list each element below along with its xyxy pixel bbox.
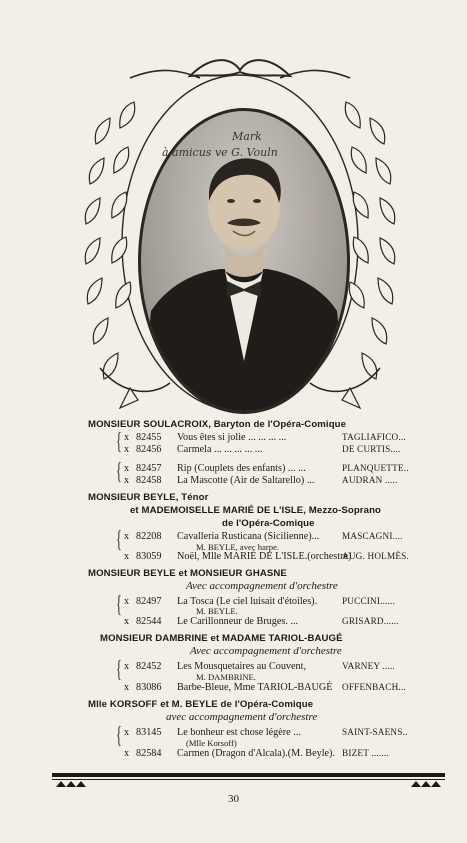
record-row xyxy=(124,551,414,563)
section-subtitle: Avec accompagnement d'orchestre xyxy=(186,580,338,592)
handwritten-inscription xyxy=(162,130,332,170)
record-row xyxy=(124,661,414,673)
record-x: x xyxy=(124,463,130,474)
brace-icon: { xyxy=(116,657,122,683)
record-title: Les Mousquetaires au Couvent, xyxy=(177,661,307,672)
section-title-soulacroix: MONSIEUR SOULACROIX, Baryton de l'Opéra-Comique xyxy=(88,419,347,430)
section-title-korsoff-beyle: Mlle KORSOFF et M. BEYLE de l'Opéra-Comique xyxy=(88,699,314,710)
section-title-opera-comique: de l'Opéra-Comique xyxy=(222,518,315,529)
record-x: x xyxy=(124,596,130,607)
brace-icon: { xyxy=(116,723,122,749)
section-title-marie-de-l-isle: et MADEMOISELLE MARIÉ DE L'ISLE, Mezzo-Soprano xyxy=(130,505,381,516)
record-composer: VARNEY ..... xyxy=(342,661,395,671)
brace-icon: { xyxy=(116,429,122,455)
section-title-beyle-ghasne: MONSIEUR BEYLE et MONSIEUR GHASNE xyxy=(88,568,287,579)
page-number: 30 xyxy=(228,793,239,805)
brace-icon: { xyxy=(116,527,122,553)
record-x: x xyxy=(124,661,130,672)
record-composer: DE CURTIS.... xyxy=(342,444,401,454)
record-performer-note: M. BEYLE, avec harpe. xyxy=(196,542,280,552)
record-title: Rip (Couplets des enfants) ... ... xyxy=(177,463,306,474)
record-composer: AUDRAN ..... xyxy=(342,475,398,485)
inscription-line-1: Mark xyxy=(232,130,262,143)
record-row xyxy=(124,432,414,444)
record-title: Noël, Mlle MARIÉ DE L'ISLE.(orchestre) xyxy=(177,551,352,562)
record-number: 82457 xyxy=(136,463,162,474)
section-title-beyle: MONSIEUR BEYLE, Ténor xyxy=(88,492,209,503)
record-x: x xyxy=(124,616,130,627)
record-number: 82452 xyxy=(136,661,162,672)
record-row xyxy=(124,444,414,456)
record-row xyxy=(124,727,414,739)
record-performer-note: (Mlle Korsoff) xyxy=(186,738,237,748)
record-composer: BIZET ....... xyxy=(342,748,389,758)
record-title: Le bonheur est chose légère ... xyxy=(177,727,301,738)
record-title: La Tosca (Le ciel luisait d'étoiles). xyxy=(177,596,318,607)
record-number: 83145 xyxy=(136,727,162,738)
record-x: x xyxy=(124,551,130,562)
record-x: x xyxy=(124,748,130,759)
record-composer: MASCAGNI.... xyxy=(342,531,403,541)
record-number: 82497 xyxy=(136,596,162,607)
record-number: 82208 xyxy=(136,531,162,542)
record-number: 82458 xyxy=(136,475,162,486)
record-row xyxy=(124,463,414,475)
bottom-decorative-rule xyxy=(52,771,445,789)
record-x: x xyxy=(124,727,130,738)
record-performer-note: M. DAMBRINE. xyxy=(196,672,256,682)
record-row xyxy=(124,616,414,628)
brace-icon: { xyxy=(116,459,122,485)
record-x: x xyxy=(124,531,130,542)
record-title: Vous êtes si jolie ... ... ... ... xyxy=(177,432,287,443)
record-number: 82456 xyxy=(136,444,162,455)
record-composer: AUG. HOLMÈS. xyxy=(342,551,409,561)
record-row xyxy=(124,748,414,760)
record-title: Cavalleria Rusticana (Sicilienne)... xyxy=(177,531,320,542)
record-row xyxy=(124,596,414,608)
record-composer: OFFENBACH... xyxy=(342,682,406,692)
brace-icon: { xyxy=(116,592,122,618)
record-performer-note: M. BEYLE. xyxy=(196,606,238,616)
portrait-frame xyxy=(70,48,410,410)
record-title: Le Carillonneur de Bruges. ... xyxy=(177,616,299,627)
record-row xyxy=(124,682,414,694)
record-number: 83086 xyxy=(136,682,162,693)
record-x: x xyxy=(124,444,130,455)
record-x: x xyxy=(124,475,130,486)
record-composer: PLANQUETTE.. xyxy=(342,463,409,473)
record-title: Barbe-Bleue, Mme TARIOL-BAUGÉ xyxy=(177,682,333,693)
record-composer: TAGLIAFICO... xyxy=(342,432,406,442)
record-number: 83059 xyxy=(136,551,162,562)
record-composer: SAINT-SAENS.. xyxy=(342,727,408,737)
record-number: 82584 xyxy=(136,748,162,759)
record-x: x xyxy=(124,432,130,443)
record-title: La Mascotte (Air de Saltarello) ... xyxy=(177,475,315,486)
section-title-dambrine-tariol: MONSIEUR DAMBRINE et MADAME TARIOL-BAUGÉ xyxy=(100,633,343,644)
record-title: Carmela ... ... ... ... ... xyxy=(177,444,263,455)
section-subtitle: Avec accompagnement d'orchestre xyxy=(190,645,342,657)
section-subtitle: avec accompagnement d'orchestre xyxy=(166,711,318,723)
record-row xyxy=(124,475,414,487)
record-composer: PUCCINI...... xyxy=(342,596,396,606)
record-number: 82544 xyxy=(136,616,162,627)
inscription-line-2: à amicus ve G. Vouln xyxy=(162,146,278,159)
record-x: x xyxy=(124,682,130,693)
record-number: 82455 xyxy=(136,432,162,443)
record-composer: GRISARD...... xyxy=(342,616,399,626)
record-title: Carmen (Dragon d'Alcala).(M. Beyle). xyxy=(177,748,335,759)
